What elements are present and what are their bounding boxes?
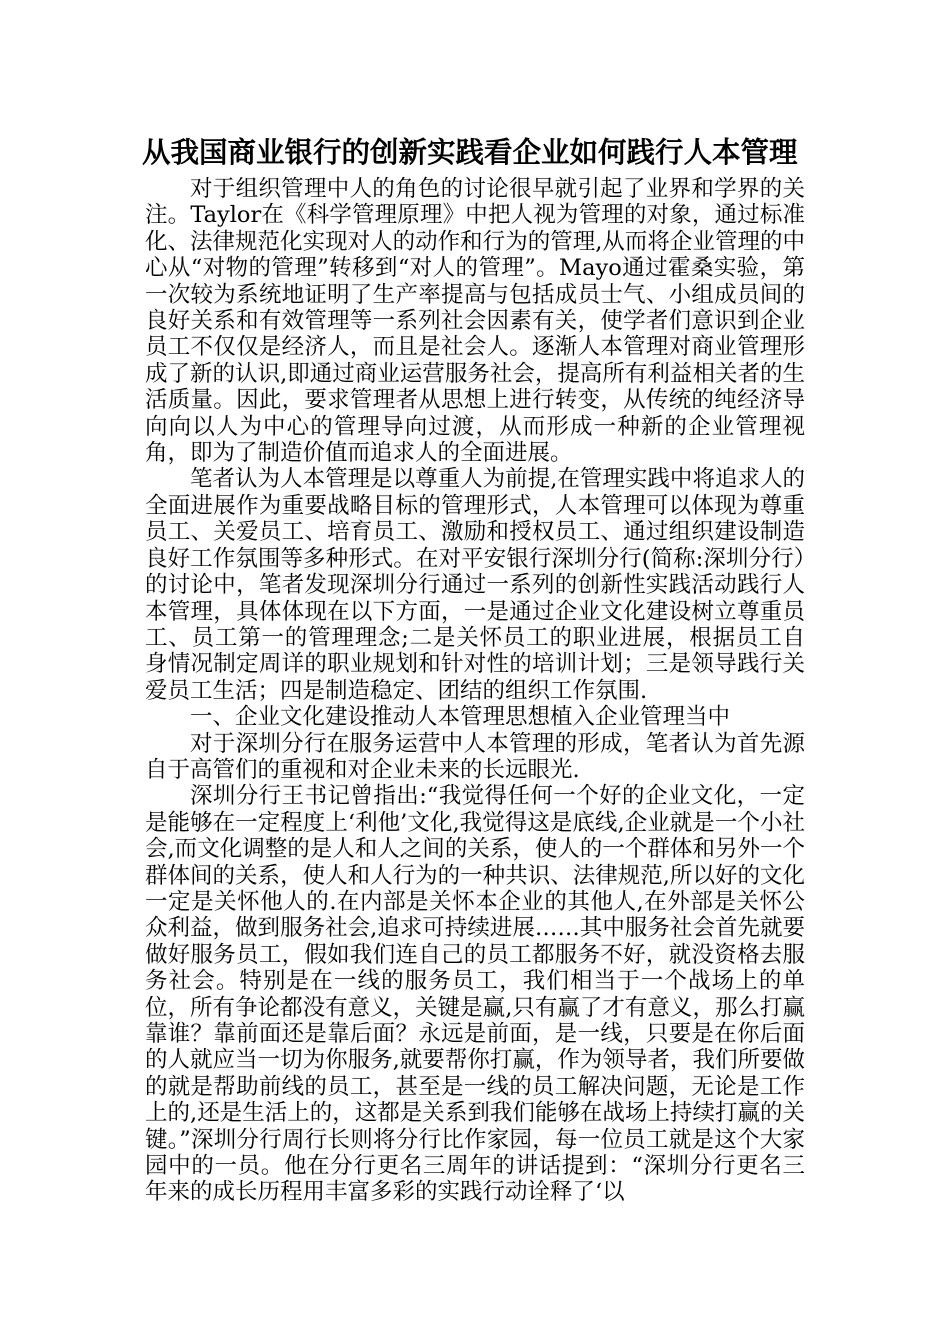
section-heading-1: 一、企业文化建设推动人本管理思想植入企业管理当中 bbox=[190, 704, 731, 731]
paragraph-section-1-intro: 对于深圳分行在服务运营中人本管理的形成，笔者认为首先源自于高管们的重视和对企业未来的长远眼光. bbox=[145, 730, 805, 783]
paragraph-quote: 深圳分行王书记曾指出:“我觉得任何一个好的企业文化，一定是能够在一定程度上‘利他’文化,我觉得这是底线,企业就是一个小社会,而文化调整的是人和人之间的关系，使人的一个群体和另外一个群体间的关系，使人和人行为的一种共识、法律规范,所以好的文化一定是关怀他人的.在内部是关怀本企业的其他人,在外部是关怀公众利益，做到服务社会,追求可持续进展……其中服务社会首先就要做好服务员工，假如我们连自己的员工都服务不好，就没资格去服务社会。特别是在一线的服务员工，我们相当于一个战场上的单位，所有争论都没有意义，关键是赢,只有赢了才有意义，那么打赢靠谁？靠前面还是靠后面？永远是前面，是一线，只要是在你后面的人就应当一切为你服务,就要帮你打赢，作为领导者，我们所要做的就是帮助前线的员工，甚至是一线的员工解决问题，无论是工作上的,还是生活上的，这都是关系到我们能够在战场上持续打赢的关键。”深圳分行周行长则将分行比作家园，每一位员工就是这个大家园中的一员。他在分行更名三周年的讲话提到：“深圳分行更名三年来的成长历程用丰富多彩的实践行动诠释了‘以 bbox=[145, 783, 805, 1206]
paragraph-author-view: 笔者认为人本管理是以尊重人为前提,在管理实践中将追求人的全面进展作为重要战略目标的管理形式，人本管理可以体现为尊重员工、关爱员工、培育员工、激励和授权员工、通过组织建设制造良好工作氛围等多种形式。在对平安银行深圳分行(简称:深圳分行）的讨论中，笔者发现深圳分行通过一系列的创新性实践活动践行人本管理，具体体现在以下方面，一是通过企业文化建设树立尊重员工、员工第一的管理理念;二是关怀员工的职业进展，根据员工自身情况制定周详的职业规划和针对性的培训计划；三是领导践行关爱员工生活；四是制造稳定、团结的组织工作氛围. bbox=[145, 466, 805, 704]
paragraph-intro: 对于组织管理中人的角色的讨论很早就引起了业界和学界的关注。Taylor在《科学管理原理》中把人视为管理的对象，通过标准化、法律规范化实现对人的动作和行为的管理,从而将企业管理的中心从“对物的管理”转移到“对人的管理”。Mayo通过霍桑实验，第一次较为系统地证明了生产率提高与包括成员士气、小组成员间的良好关系和有效管理等一系列社会因素有关，使学者们意识到企业员工不仅仅是经济人，而且是社会人。逐渐人本管理对商业管理形成了新的认识,即通过商业运营服务社会，提高所有利益相关者的生活质量。因此，要求管理者从思想上进行转变，从传统的纯经济导向向以人为中心的管理导向过渡，从而形成一种新的企业管理视角，即为了制造价值而追求人的全面进展。 bbox=[145, 176, 805, 467]
document-title: 从我国商业银行的创新实践看企业如何践行人本管理 bbox=[142, 135, 798, 169]
document-body bbox=[145, 176, 805, 1206]
